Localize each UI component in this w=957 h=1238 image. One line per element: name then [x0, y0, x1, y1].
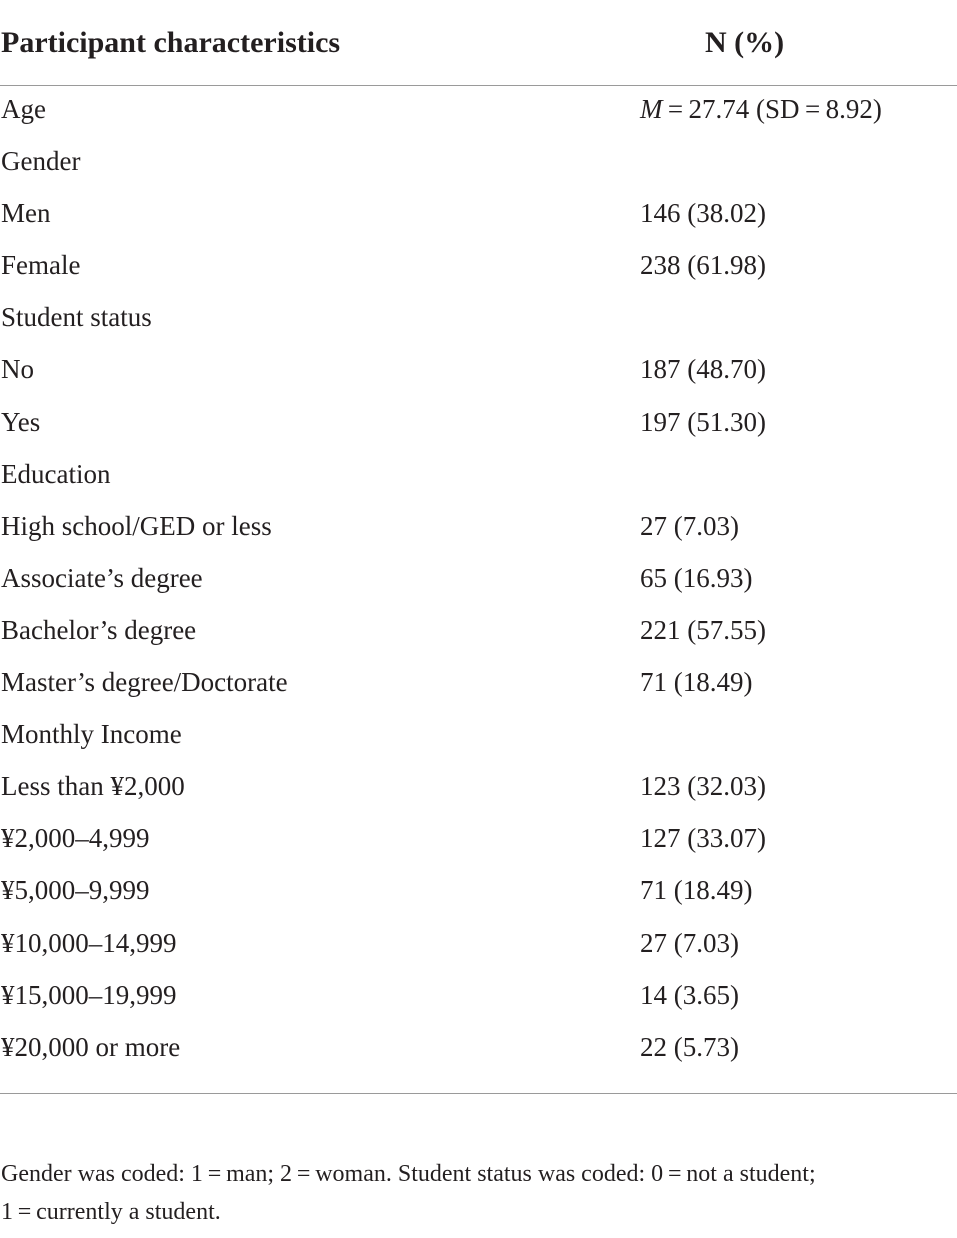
table-rows — [0, 138, 957, 1076]
row-label: Monthly Income — [1, 719, 182, 750]
table-footnote — [1, 1155, 951, 1231]
table-row — [0, 503, 957, 555]
table-row-age — [0, 86, 957, 138]
table-row — [0, 1024, 957, 1076]
row-label: ¥10,000–14,999 — [1, 927, 177, 958]
row-label: No — [1, 354, 34, 385]
table-row — [0, 607, 957, 659]
row-label: ¥2,000–4,999 — [1, 823, 150, 854]
row-value: 146 (38.02) — [640, 198, 766, 229]
row-label: Associate’s degree — [1, 562, 203, 593]
table-row — [0, 294, 957, 346]
row-label: ¥5,000–9,999 — [1, 875, 150, 906]
row-value: 238 (61.98) — [640, 250, 766, 281]
table-row — [0, 659, 957, 711]
row-value: 123 (32.03) — [640, 771, 766, 802]
table-header — [0, 0, 957, 86]
row-label: Bachelor’s degree — [1, 614, 197, 645]
mean-symbol: M — [640, 94, 663, 124]
row-label: High school/GED or less — [1, 510, 272, 541]
table-body — [0, 86, 957, 1076]
row-label: Men — [1, 198, 51, 229]
table-row — [0, 190, 957, 242]
row-label: Gender — [1, 146, 81, 177]
table-row — [0, 920, 957, 972]
table-row — [0, 555, 957, 607]
row-value: 127 (33.07) — [640, 823, 766, 854]
table-row — [0, 346, 957, 398]
table-bottom-rule — [0, 1093, 957, 1094]
footnote-line-2: 1 = currently a student. — [1, 1199, 221, 1225]
table-row — [0, 242, 957, 294]
row-value: 187 (48.70) — [640, 354, 766, 385]
header-n-percent: N (%) — [705, 26, 785, 59]
footnote-line-1: Gender was coded: 1 = man; 2 = woman. Student status was coded: 0 = not a student; — [1, 1161, 816, 1187]
table-row — [0, 867, 957, 919]
row-label: Female — [1, 250, 81, 281]
row-value: 22 (5.73) — [640, 1031, 739, 1062]
row-value: 14 (3.65) — [640, 979, 739, 1010]
row-value: 197 (51.30) — [640, 406, 766, 437]
table-row — [0, 972, 957, 1024]
row-value: 27 (7.03) — [640, 927, 739, 958]
table-row — [0, 815, 957, 867]
row-label: Yes — [1, 406, 41, 437]
row-value: 71 (18.49) — [640, 875, 753, 906]
table-row — [0, 763, 957, 815]
mean-value: = 27.74 (SD = 8.92) — [662, 94, 882, 124]
table-row — [0, 711, 957, 763]
row-value: 71 (18.49) — [640, 667, 753, 698]
table-row — [0, 451, 957, 503]
table-row — [0, 399, 957, 451]
row-label: Master’s degree/Doctorate — [1, 667, 288, 698]
row-value — [640, 94, 882, 125]
row-label: Education — [1, 458, 111, 489]
row-label: Less than ¥2,000 — [1, 771, 185, 802]
table-row — [0, 138, 957, 190]
row-label: Student status — [1, 302, 152, 333]
row-value: 27 (7.03) — [640, 510, 739, 541]
header-participant-characteristics: Participant characteristics — [1, 26, 341, 59]
row-label: ¥20,000 or more — [1, 1031, 181, 1062]
row-label: ¥15,000–19,999 — [1, 979, 177, 1010]
row-value: 65 (16.93) — [640, 562, 753, 593]
row-value: 221 (57.55) — [640, 614, 766, 645]
row-label: Age — [1, 94, 46, 124]
